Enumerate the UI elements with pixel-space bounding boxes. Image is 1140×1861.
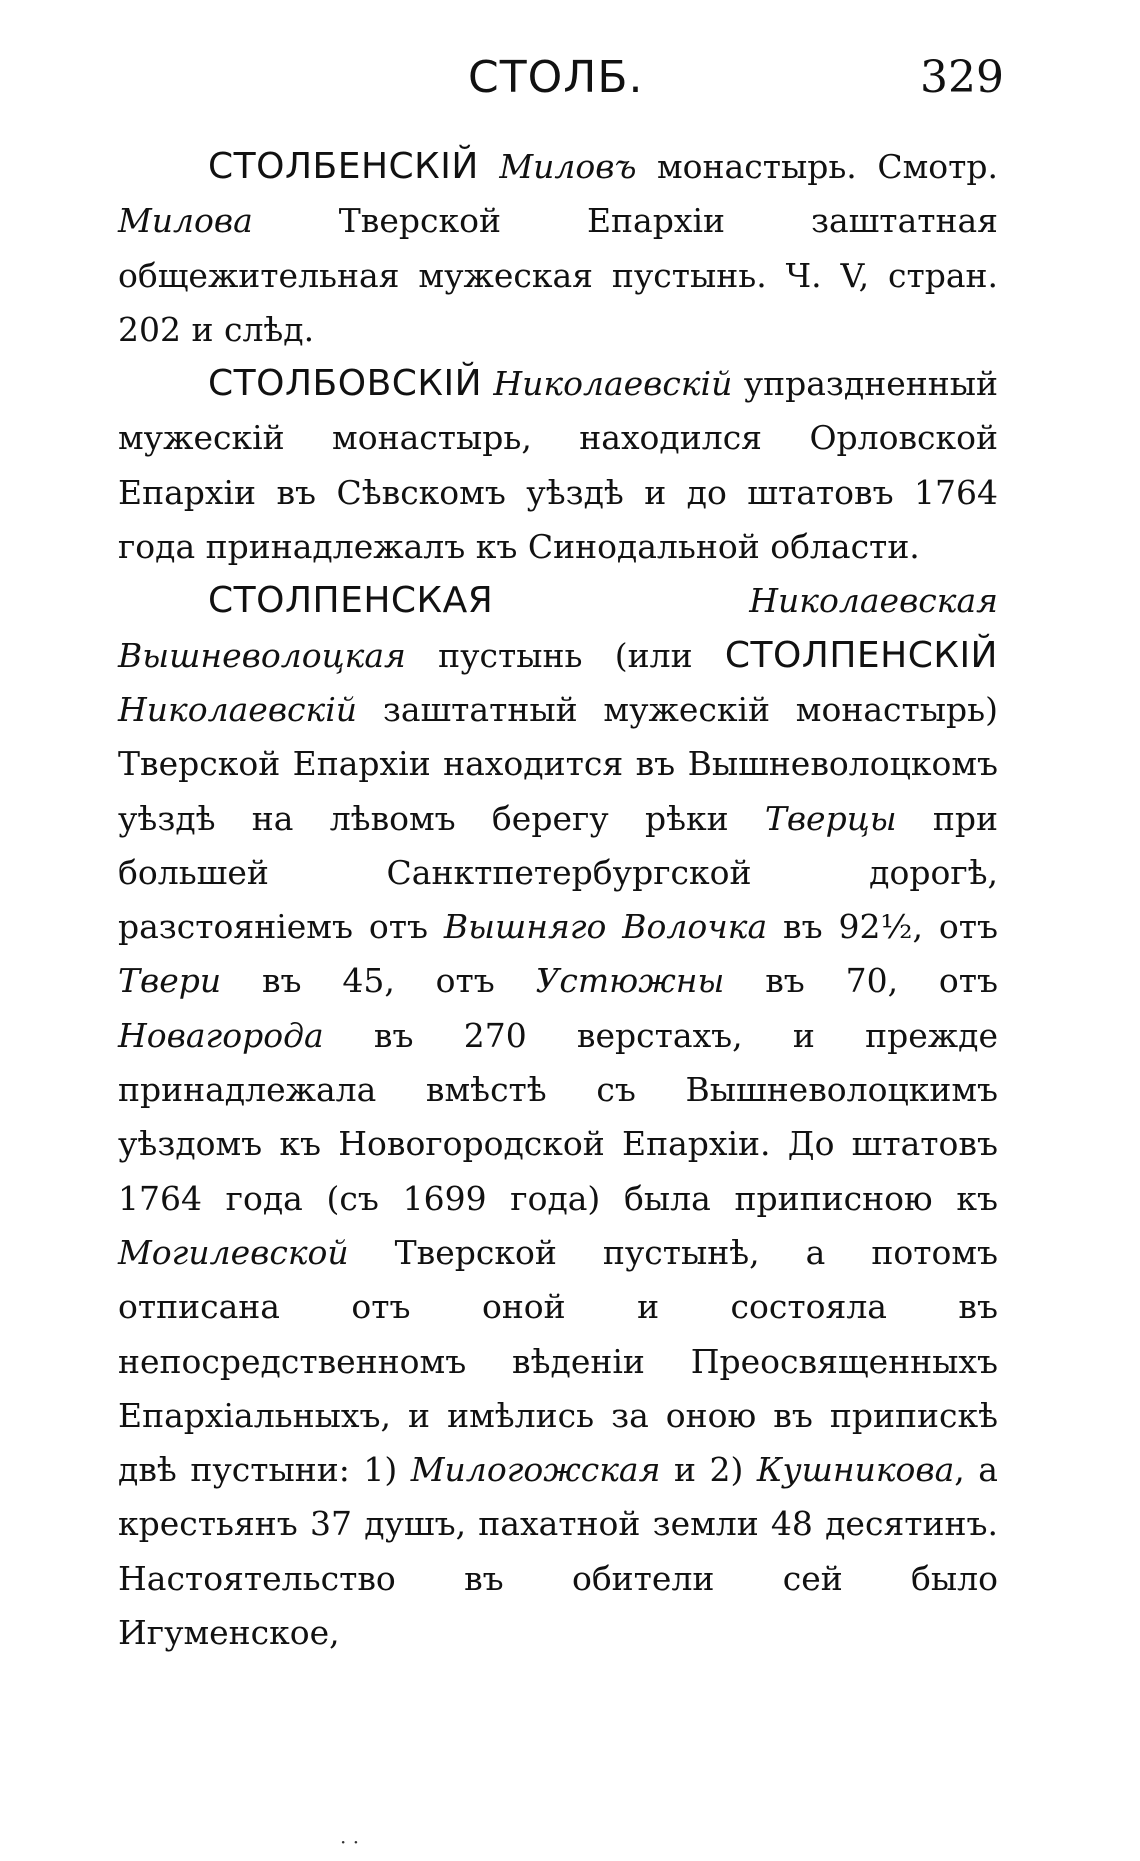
italic-name: Николаевскій — [118, 689, 358, 729]
entry-text: въ 270 верстахъ, и прежде принадлежала вмѣстѣ съ Вышневолоцкимъ уѣздомъ къ Новогородской Епархіи. До штатовъ 1764 года (съ 1699 года) была приписною къ — [118, 1015, 998, 1218]
italic-name: Кушникова — [756, 1450, 955, 1490]
body-text — [118, 140, 998, 1660]
italic-name: Устюжны — [535, 961, 725, 1001]
entry-text: при большей Санктпетербургской дорогѣ, разстояніемъ отъ — [118, 798, 998, 947]
page-number: 329 — [920, 52, 1004, 103]
dictionary-entry — [118, 357, 998, 574]
entry-text — [482, 364, 493, 403]
entry-headword: СТОЛБЕНСКІЙ — [208, 146, 479, 187]
italic-name: Милогожская — [410, 1450, 661, 1490]
italic-name: Твери — [118, 961, 222, 1001]
italic-name: Миловъ — [499, 147, 637, 186]
italic-name: Могилевской — [118, 1232, 349, 1272]
italic-name: Новагорода — [118, 1015, 324, 1055]
entry-text: заштатный мужескій монастырь) Тверской Епархіи находится въ Вышневолоцкомъ уѣздѣ на лѣвомъ берегу рѣки — [118, 689, 998, 838]
entry-text: въ 92½, отъ — [767, 907, 998, 947]
entry-text — [493, 581, 749, 620]
italic-name: Тверцы — [764, 798, 897, 838]
entry-text — [479, 147, 500, 186]
entry-text: монастырь. Смотр. — [636, 147, 998, 186]
entry-text: и 2) — [660, 1450, 757, 1490]
italic-name: Вышняго Волочка — [443, 907, 768, 947]
entry-headword: СТОЛПЕНСКАЯ — [208, 580, 494, 622]
running-head — [0, 52, 1140, 112]
italic-name: Милова — [118, 201, 253, 241]
dictionary-entry — [118, 140, 998, 357]
italic-name: Николаевская Вышневолоцкая — [118, 581, 998, 675]
entry-text: въ 70, отъ — [724, 961, 998, 1001]
entry-text: пустынь (или — [405, 635, 725, 675]
italic-name: Николаевскій — [493, 364, 733, 404]
running-title: СТОЛБ. — [468, 52, 644, 103]
dictionary-entry — [118, 574, 998, 1660]
stray-marks: · · — [340, 1830, 360, 1854]
entry-text: въ 45, отъ — [221, 961, 536, 1001]
entry-text: Тверской Епархіи заштатная общежительная мужеская пустынь. Ч. V, стран. 202 и слѣд. — [118, 201, 998, 349]
entry-headword: СТОЛБОВСКІЙ — [208, 363, 483, 405]
entry-text: упраздненный мужескій монастырь, находился Орловской Епархіи въ Сѣвскомъ уѣздѣ и до штатовъ 1764 года принадлежалъ къ Синодальной области. — [118, 364, 998, 567]
entry-text: , а крестьянъ 37 душъ, пахатной земли 48 десятинъ. Настоятельство въ обители сей было Игуменское, — [118, 1450, 998, 1653]
entry-text: Тверской пустынѣ, а потомъ отписана отъ оной и состояла въ непосредственномъ вѣденіи Преосвященныхъ Епархіальныхъ, и имѣлись за оною въ припискѣ двѣ пустыни: 1) — [118, 1232, 998, 1490]
caps-name: СТОЛПЕНСКІЙ — [724, 634, 998, 676]
